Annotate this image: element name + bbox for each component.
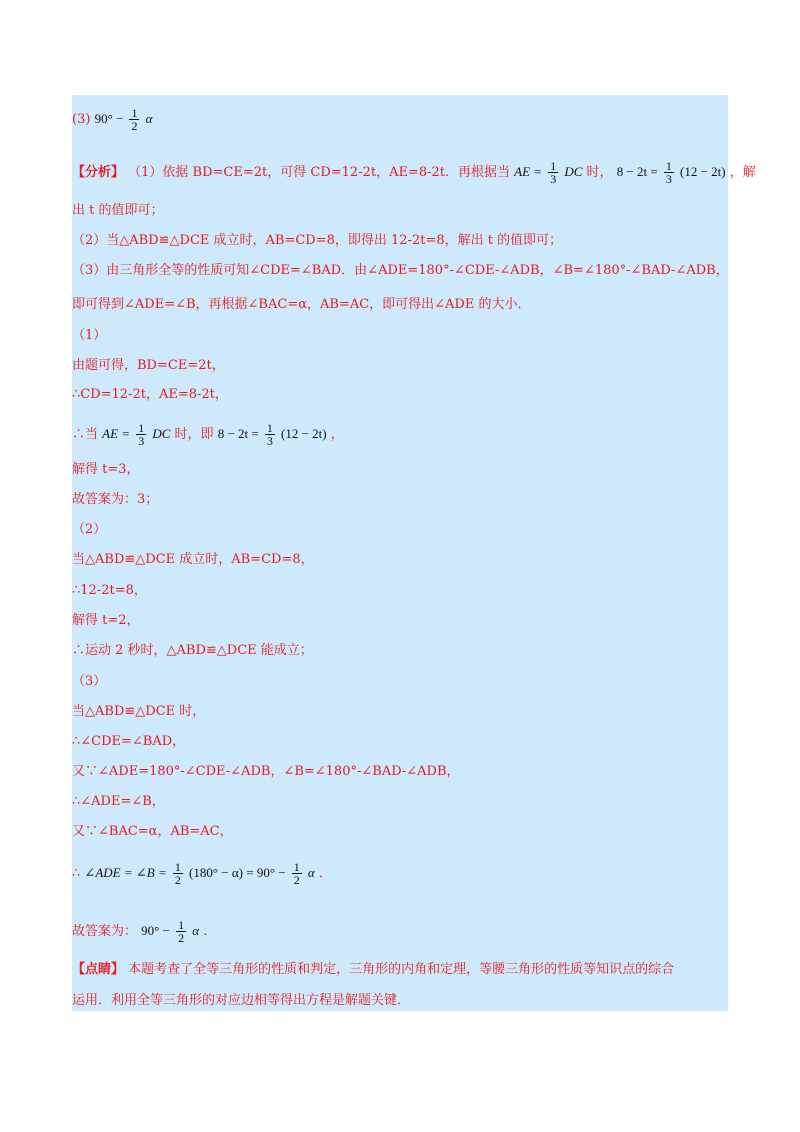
solution-fraction-half: [173, 861, 183, 886]
solution-line-9: ∴运动 2 秒时，△ABD≌△DCE 能成立；: [72, 643, 313, 658]
solution-fraction-2: [265, 422, 275, 447]
solution-math-alpha: α: [307, 865, 315, 880]
solution-line-13: ∴∠ADE=∠B，: [72, 794, 165, 809]
answer-3-line: [72, 107, 152, 132]
analysis-text-1a: （1）依据 BD=CE=2t，可得 CD=12-2t，AE=8-2t．再根据当: [128, 165, 511, 180]
analysis-text-1b: 时，: [586, 165, 613, 180]
analysis-line-3: （2）当△ABD≌△DCE 成立时，AB=CD=8，即得出 12-2t=8，解出 t 的值即可；: [72, 233, 563, 248]
solution-line-11: ∴∠CDE=∠BAD，: [72, 734, 186, 749]
analysis-line-1: [72, 160, 756, 185]
solution-text: ，: [330, 427, 344, 442]
solution-line-16: [72, 919, 216, 944]
solution-math-expr: 90° −: [141, 923, 170, 938]
fraction-denominator: 2: [174, 873, 181, 887]
analysis-math-dc: DC: [564, 164, 583, 179]
fraction-denominator: 3: [550, 172, 557, 186]
solution-line-3: [72, 422, 344, 447]
analysis-line-2: 出 t 的值即可；: [72, 203, 164, 218]
solution-line-4: 解得 t=3，: [72, 462, 140, 477]
solution-fraction-1: [136, 422, 146, 447]
analysis-line-5: 即可得到∠ADE=∠B，再根据∠BAC=α，AB=AC，即可得出∠ADE 的大小．: [72, 297, 531, 312]
solution-line-1: 由题可得，BD=CE=2t，: [72, 358, 225, 373]
analysis-tag: 【分析】: [72, 165, 125, 180]
solution-fraction-half-3: [176, 919, 186, 944]
comment-line-2: 运用．利用全等三角形的对应边相等得出方程是解题关键．: [72, 993, 411, 1008]
answer-3-fraction: [129, 107, 139, 132]
analysis-fraction-1: [548, 160, 558, 185]
analysis-fraction-2: [664, 160, 674, 185]
solution-line-14: 又∵∠BAC=α，AB=AC，: [72, 824, 233, 839]
solution-math-alpha: α: [192, 923, 200, 938]
answer-3-label: (3): [72, 112, 91, 127]
analysis-text-1c: ，解: [729, 165, 756, 180]
analysis-line-4: （3）由三角形全等的性质可知∠CDE=∠BAD．由∠ADE=180°-∠CDE-∠ADB，∠B=∠180°-∠BAD-∠ADB，: [72, 263, 729, 278]
fraction-numerator: 1: [174, 860, 181, 874]
fraction-denominator: 3: [138, 434, 145, 448]
part-1-label: （1）: [72, 328, 107, 343]
fraction-numerator: 1: [131, 106, 138, 120]
comment-text-1: 本题考查了全等三角形的性质和判定，三角形的内角和定理，等腰三角形的性质等知识点的综合: [128, 962, 675, 977]
solution-math-ae: AE =: [102, 426, 131, 441]
solution-line-6: 当△ABD≌△DCE 成立时，AB=CD=8，: [72, 552, 314, 567]
solution-panel: [72, 95, 756, 1011]
part-3-label: （3）: [72, 674, 107, 689]
comment-line-1: [72, 961, 674, 979]
solution-text: ．: [203, 924, 217, 939]
fraction-denominator: 2: [131, 119, 138, 133]
fraction-numerator: 1: [550, 159, 557, 173]
solution-math-paren: (12 − 2t): [281, 426, 327, 441]
fraction-numerator: 1: [665, 159, 672, 173]
fraction-denominator: 3: [266, 434, 273, 448]
solution-math-eq: 8 − 2t =: [217, 426, 259, 441]
solution-text: ∴当: [72, 427, 99, 442]
analysis-math-paren: (12 − 2t): [680, 164, 726, 179]
fraction-numerator: 1: [138, 421, 145, 435]
fraction-numerator: 1: [266, 421, 273, 435]
fraction-denominator: 2: [293, 873, 300, 887]
fraction-denominator: 2: [178, 931, 185, 945]
fraction-numerator: 1: [178, 918, 185, 932]
solution-fraction-half-2: [292, 861, 302, 886]
solution-math-dc: DC: [152, 426, 171, 441]
analysis-math-eq: 8 − 2t =: [616, 164, 658, 179]
solution-text: ．: [318, 866, 332, 881]
part-2-label: （2）: [72, 522, 107, 537]
solution-math-expr: (180° − α) = 90° −: [189, 865, 286, 880]
solution-line-7: ∴12-2t=8，: [72, 583, 147, 598]
comment-tag: 【点睛】: [72, 962, 125, 977]
fraction-denominator: 3: [665, 172, 672, 186]
solution-text: 时，即: [174, 427, 214, 442]
solution-line-12: 又∵∠ADE=180°-∠CDE-∠ADB，∠B=∠180°-∠BAD-∠ADB，: [72, 764, 460, 779]
fraction-numerator: 1: [293, 860, 300, 874]
analysis-math-ae: AE =: [514, 164, 543, 179]
answer-3-prefix: 90° −: [94, 111, 124, 126]
solution-math-angles: ∠ADE = ∠B =: [84, 865, 167, 880]
solution-line-10: 当△ABD≌△DCE 时，: [72, 704, 206, 719]
solution-line-5: 故答案为：3；: [72, 492, 159, 507]
solution-line-15: [72, 861, 332, 886]
solution-text: 故答案为：: [72, 924, 138, 939]
solution-line-2: ∴CD=12-2t，AE=8-2t，: [72, 387, 228, 402]
solution-text: ∴: [72, 866, 81, 881]
answer-3-var: α: [145, 111, 153, 126]
solution-line-8: 解得 t=2，: [72, 613, 140, 628]
